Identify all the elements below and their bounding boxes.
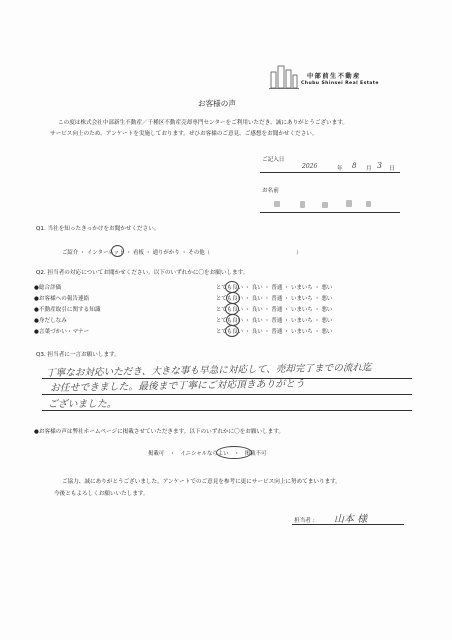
publish-selected-circle xyxy=(216,446,252,459)
staff-underline xyxy=(292,524,404,525)
date-label: ご記入日 xyxy=(262,157,285,163)
q2-row-scale: とても良い ・ 良い ・ 普通 ・ いまいち ・ 悪い xyxy=(216,296,333,302)
company-logo xyxy=(268,62,300,94)
q2-row-scale: とても良い ・ 良い ・ 普通 ・ いまいち ・ 悪い xyxy=(216,285,333,291)
q3-answer-line-1: 丁寧なお対応いただき、大きな事も早急に対応して、売却完了までの流れ迄 xyxy=(45,362,372,379)
date-day-value: 3 xyxy=(377,161,383,170)
q2-row-label: ●不動産取引に関する知識 xyxy=(34,307,101,313)
date-month-value: 8 xyxy=(352,162,357,170)
q2-row-scale: とても良い ・ 良い ・ 普通 ・ いまいち ・ 悪い xyxy=(216,307,333,313)
staff-label: 担当者 ： xyxy=(294,518,319,524)
intro-line-2: サービス向上のため、アンケートを実施しております。ぜひお客様のご意見、ご感想をお聞かせください。 xyxy=(50,131,318,137)
q3-rule-2 xyxy=(42,394,412,395)
q1-selected-circle xyxy=(111,245,124,257)
publish-options: 掲載可 ・ イニシャルならよい ・ 掲載不可 xyxy=(148,451,267,457)
q3-answer-line-2: お任せできました。最後まで丁寧にご対応頂きありがとう xyxy=(49,378,305,394)
date-year-value: 2026 xyxy=(302,163,318,170)
staff-name: 山本 様 xyxy=(334,514,368,525)
q2-row-label: ●お客様への報告連絡 xyxy=(34,296,90,302)
q3-rule-3 xyxy=(42,410,412,411)
q3-answer-line-3: ございました。 xyxy=(48,399,117,410)
publish-question: ●お客様の声は弊社ホームページに掲載させていただきます。以下のいずれかに〇をお願いします。 xyxy=(34,429,284,435)
q2-row-label: ●身だしなみ xyxy=(34,318,67,324)
q2-selected-circle xyxy=(225,325,239,337)
date-underline xyxy=(260,172,400,173)
date-month-unit: 月 xyxy=(366,166,372,172)
q2-row-label: ●総合評価 xyxy=(34,285,62,291)
q2-row-label: ●言葉づかい・マナー xyxy=(34,329,90,335)
name-label: お名前 xyxy=(262,188,279,194)
name-underline xyxy=(260,212,400,213)
page-title: お客様の声 xyxy=(198,99,236,108)
closing-line-1: ご協力、誠にありがとうございました。アンケートでのご意見を参考に更にサービス向上に努めてまいります。 xyxy=(62,479,341,485)
company-name-en: Chubu Shinsei Real Estate xyxy=(301,81,379,86)
q2-question: Q2. 担当者の対応についてお聞かせください。以下のいずれかに〇をお願いします。 xyxy=(36,270,249,276)
building-logo-icon xyxy=(268,62,300,90)
company-name: 中部前生不動産 xyxy=(307,73,361,80)
q1-question: Q1. 当社を知ったきっかけをお聞かせください。 xyxy=(36,226,160,232)
closing-line-2: 今後ともよろしくお願いいたします。 xyxy=(54,491,149,497)
q2-row-scale: とても良い ・ 良い ・ 普通 ・ いまいち ・ 悪い xyxy=(216,318,333,324)
q3-question: Q3. 担当者に一言お願いします。 xyxy=(36,352,120,358)
date-day-unit: 日 xyxy=(389,166,395,172)
q1-options: ご紹介 ・ インターネット ・ 看板 ・ 通りがかり ・ その他（ ） xyxy=(62,250,302,256)
q2-row-scale: とても良い ・ 良い ・ 普通 ・ いまいち ・ 悪い xyxy=(216,329,333,335)
intro-line-1: この度は株式会社中部新生不動産／千種区不動産売却専門センターをご利用いただき、誠にありがとうございます。 xyxy=(58,120,348,126)
date-year-unit: 年 xyxy=(337,166,343,172)
